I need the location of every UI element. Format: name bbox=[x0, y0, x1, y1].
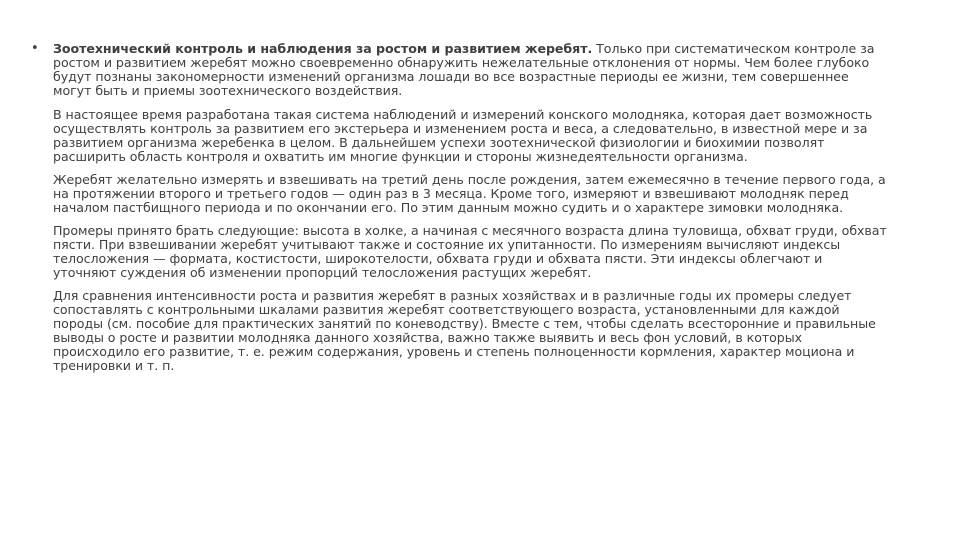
bullet-paragraph bbox=[31, 42, 887, 98]
paragraph-weighing: Жеребят желательно измерять и взвешивать на третий день после рождения, затем ежемесячно в течение первого года, а на протяжении второго и третьего годов — один раз в 3 месяца. Кроме того, измеряют и взвешивают молодняк перед началом пастбищного периода и по окончании его. По этим данным можно судить и о характере зимовки молодняка. bbox=[53, 172, 886, 215]
paragraph-system: В настоящее время разработана такая система наблюдений и измерений конского молодняка, которая дает возможность осуществлять контроль за развитием его экстерьера и изменением роста и веса, а следовательно, в известной мере и за развитием организма жеребенка в целом. В дальнейшем успехи зоотехнической физиологии и биохимии позволят расширить область контроля и охватить им многие функции и стороны жизнедеятельности организма. bbox=[53, 107, 873, 164]
bullet-intro-text: Только при систематическом контроле за ростом и развитием жеребят можно своевременно обнаружить нежелательные отклонения от нормы. Чем более глубоко будут познаны закономерности изменений организма лошади во все возрастные периоды ее жизни, тем совершеннее могут быть и приемы зоотехнического воздействия. bbox=[53, 41, 875, 98]
bullet-lead-text: Зоотехнический контроль и наблюдения за ростом и развитием жеребят. bbox=[53, 41, 593, 56]
slide-body bbox=[31, 42, 887, 382]
paragraph-measurements: Промеры принято брать следующие: высота в холке, а начиная с месячного возраста длина туловища, обхват груди, обхват пясти. При взвешивании жеребят учитывают также и состояние их упитанности. По измерениям вычисляют индексы телосложения — формата, костистости, широкотелости, обхвата груди и обхвата пясти. Эти индексы облегчают и уточняют суждения об изменении пропорций телосложения растущих жеребят. bbox=[53, 223, 887, 280]
paragraph-comparison: Для сравнения интенсивности роста и развития жеребят в разных хозяйствах и в различные годы их промеры следует сопоставлять с контрольными шкалами развития жеребят соответствующего возраста, установленными для каждой породы (см. пособие для практических занятий по коневодству). Вместе с тем, чтобы сделать всесторонние и правильные выводы о росте и развитии молодняка данного хозяйства, важно также выявить и весь фон условий, в которых происходило его развитие, т. е. режим содержания, уровень и степень полноценности кормления, характер моциона и тренировки и т. п. bbox=[53, 288, 876, 373]
bullet-icon: • bbox=[31, 41, 39, 56]
